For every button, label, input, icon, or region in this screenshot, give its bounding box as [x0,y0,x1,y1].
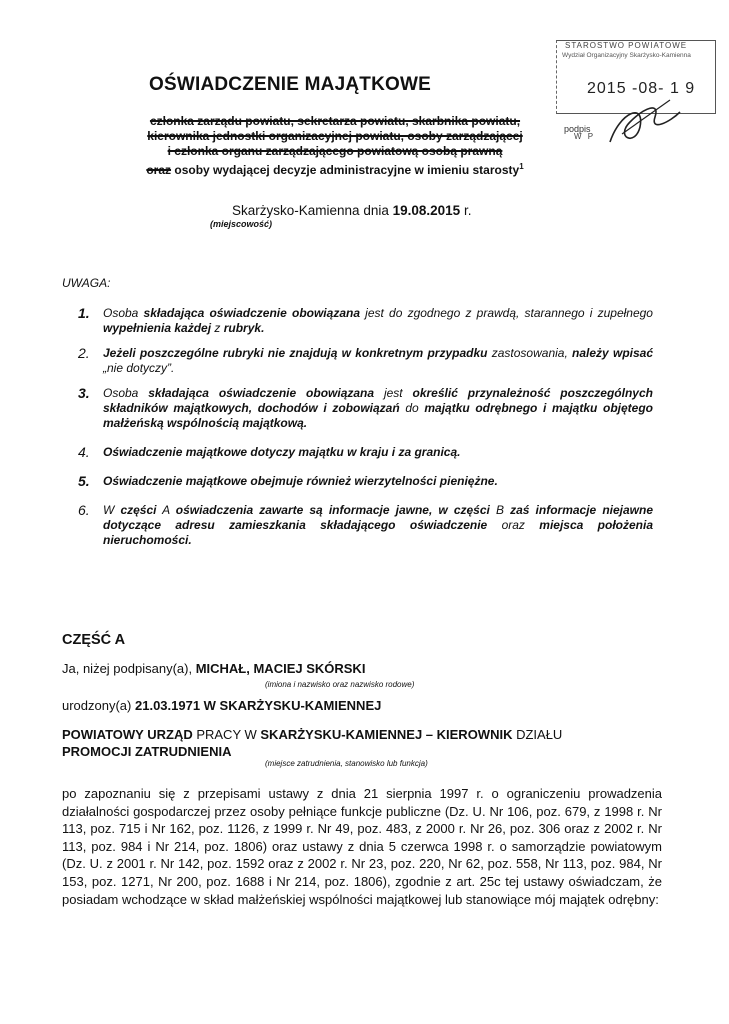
section-heading: CZĘŚĆ A [62,632,126,648]
declarant-line [62,661,365,676]
notice-text-part: „nie dotyczy”. [103,361,175,375]
notice-text [103,386,653,431]
birth-value: 21.03.1971 W SKARŻYSKU-KAMIENNEJ [135,698,382,713]
year-abbrev: r. [463,203,472,218]
notice-text-part: jest [374,386,413,400]
date-label: dnia [363,203,389,218]
name-caption: (imiona i nazwisko oraz nazwisko rodowe) [265,680,415,689]
stamp-department-text: Wydział Organizacyjny Skarżysko-Kamienna [562,52,691,59]
notice-text [103,474,498,489]
notice-text-part: określić przynależność poszczególnych składników majątkowych, dochodów i zobowiązań [103,386,653,415]
handwritten-signature [600,92,690,152]
declarant-label: Ja, niżej podpisany(a), [62,661,193,676]
notice-text-part: B [489,503,511,517]
subtitle-line-4-text: osoby wydającej decyzje administracyjne w imieniu starosty [174,163,520,177]
notice-text-part: do [399,401,425,415]
subtitle-line-2: kierownika jednostki organizacyjnej powiatu, osoby zarządzającej [147,129,523,143]
birth-label: urodzony(a) [62,698,132,713]
notice-item [78,445,653,460]
notice-text [103,503,653,548]
notice-number: 6. [78,502,90,518]
stamp-header-text: STAROSTWO POWIATOWE [565,41,688,50]
employer-part-5: PROMOCJI ZATRUDNIENIA [62,744,232,759]
notice-text-part: z [211,321,224,335]
signature-label: podpis [564,124,591,134]
notice-text-part: części [120,503,157,517]
notice-item [78,346,653,376]
notice-text-part: Osoba [103,306,144,320]
notice-text-part: jest do zgodnego z prawdą, starannego i zupełnego [360,306,653,320]
notice-text-part: zaś informacje niejawne dotyczące adresu zamieszkania składającego oświadczenie [103,503,654,532]
notice-text-part: W [103,503,121,517]
notice-text-part: Oświadczenie majątkowe dotyczy majątku w kraju i za granicą. [103,445,461,459]
subtitle-line-3: i członka organu zarządzającego powiatową osobą prawną [167,144,503,158]
notice-label: UWAGA: [62,276,111,290]
place-caption: (miejscowość) [210,219,273,229]
notice-text [103,346,653,376]
notice-number: 1. [78,305,90,321]
stamp-date: 2015 -08- 1 9 [587,80,696,97]
notice-item [78,386,653,431]
notice-number: 5. [78,473,90,489]
notice-text [103,306,653,336]
place-city: Skarżysko-Kamienna [232,203,360,218]
employer-part-4: DZIAŁU [512,727,563,742]
notice-item [78,474,653,489]
notice-text-part: zastosowania, [487,346,573,360]
declaration-date: 19.08.2015 [392,203,461,218]
notice-list [78,306,653,548]
subtitle-line-4 [95,159,575,178]
notice-text [103,445,460,460]
stamp-initials: W P [574,132,596,141]
legal-declaration-paragraph: po zapoznaniu się z przepisami ustawy z dnia 21 sierpnia 1997 r. o ograniczeniu prowadzenia działalności gospodarczej przez osoby pełniące funkcje publiczne (Dz. U. Nr 106, poz. 679, z 1998 r. Nr 113, poz. 715 i Nr 162, poz. 1126, z 1999 r. Nr 49, poz. 483, z 2000 r. Nr 26, poz. 306 oraz z 2002 r. Nr 113, poz. 984 i Nr 214, poz. 1806) oraz ustawy z dnia 5 czerwca 1998 r. o samorządzie powiatowym (Dz. U. z 2001 r. Nr 142, poz. 1592 oraz z 2002 r. Nr 23, poz. 220, Nr 62, poz. 558, Nr 113, poz. 984, Nr 153, poz. 1271, Nr 200, poz. 1688 i Nr 214, poz. 1806), zgodnie z art. 25c tej ustawy oświadczam, że posiadam wchodzące w skład małżeńskiej wspólności majątkowej lub stanowiące mój majątek odrębny: [62,786,662,907]
notice-item [78,503,653,548]
notice-text-part: Jeżeli poszczególne rubryki nie znajdują w konkretnym przypadku [103,346,488,360]
document-title: OŚWIADCZENIE MAJĄTKOWE [148,74,431,95]
notice-text-part: składająca oświadczenie obowiązana [143,306,360,320]
notice-number: 3. [78,385,90,401]
notice-text-part: oraz [487,518,540,532]
subtitle-oraz: oraz [146,163,172,177]
footnote-marker: 1 [519,162,524,171]
notice-item [78,306,653,336]
employment-line [62,726,622,760]
notice-text-part: składająca oświadczenie obowiązana [148,386,375,400]
subtitle-line-1: członka zarządu powiatu, sekretarza powiatu, skarbnika powiatu, [149,114,521,128]
birth-line [62,698,381,713]
employment-caption: (miejsce zatrudnienia, stanowisko lub funkcja) [265,759,428,768]
notice-text-part: rubryk. [223,321,265,335]
notice-number: 4. [78,444,90,460]
notice-text-part: wypełnienia każdej [103,321,212,335]
document-subtitle [95,114,575,178]
notice-text-part: Oświadczenie majątkowe obejmuje również wierzytelności pieniężne. [103,474,498,488]
employer-part-3: SKARŻYSKU-KAMIENNEJ – KIEROWNIK [260,727,513,742]
declarant-name: MICHAŁ, MACIEJ SKÓRSKI [195,661,366,676]
notice-text-part: oświadczenia zawarte są informacje jawne, w części [175,503,490,517]
notice-text-part: należy wpisać [572,346,653,360]
notice-text-part: Osoba [103,386,149,400]
notice-text-part: A [156,503,176,517]
employer-part-1: POWIATOWY URZĄD [62,727,193,742]
notice-number: 2. [78,345,90,361]
place-date-line [232,203,471,218]
notice-text-part: majątku odrębnego i majątku objętego małżeńską wspólnością majątkową. [103,401,654,430]
employer-part-2: PRACY W [192,727,261,742]
notice-text-part: miejsca położenia nieruchomości. [103,518,653,547]
